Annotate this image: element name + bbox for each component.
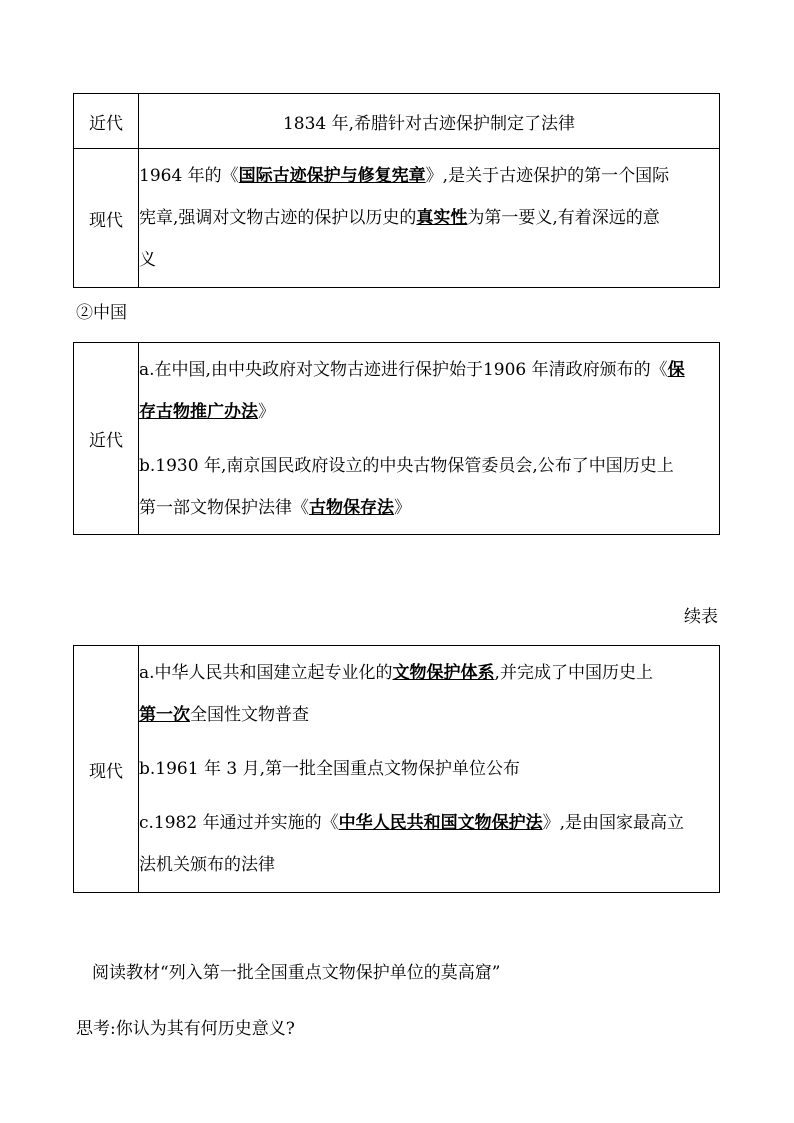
list-item — [139, 349, 719, 433]
text-segment: 全国性文物普查 — [190, 705, 309, 725]
period-label: 近代 — [74, 343, 139, 535]
keyword: 第一次 — [139, 705, 190, 725]
text-segment: 1964 年的《 — [139, 166, 239, 186]
text-segment: 》,是由国家最高立 — [542, 813, 684, 833]
table-china-modern-era — [73, 342, 720, 535]
table-row — [74, 646, 720, 893]
text-line — [139, 197, 719, 239]
keyword: 保 — [667, 359, 685, 380]
text-segment: 》 — [394, 497, 411, 518]
period-label: 现代 — [74, 149, 139, 288]
text-segment: 第一部文物保护法律《 — [139, 497, 309, 518]
text-segment: a.中华人民共和国建立起专业化的 — [139, 663, 393, 683]
table-row — [74, 94, 720, 149]
text-line — [139, 109, 719, 134]
keyword: 古物保存法 — [309, 497, 394, 518]
text-segment: ,并完成了中国历史上 — [494, 663, 653, 683]
row-content — [139, 94, 720, 149]
table-china-contemporary — [73, 645, 720, 893]
period-label: 近代 — [74, 94, 139, 149]
text-segment: c.1982 年通过并实施的《 — [139, 813, 339, 833]
keyword: 存古物推广办法 — [139, 401, 258, 422]
text-line — [139, 391, 719, 433]
text-segment: b.1930 年,南京国民政府设立的中央古物保管委员会,公布了中国历史上 — [139, 455, 674, 476]
text-line — [139, 844, 719, 886]
table-row — [74, 343, 720, 535]
text-line — [139, 487, 719, 529]
text-line — [139, 652, 719, 694]
text-segment: 》 — [258, 401, 275, 422]
reading-prompt: 阅读教材“列入第一批全国重点文物保护单位的莫高窟” — [92, 963, 501, 983]
table-row — [74, 149, 720, 288]
section-heading: ②中国 — [76, 303, 127, 323]
text-segment: b.1961 年 3 月,第一批全国重点文物保护单位公布 — [139, 759, 520, 779]
continued-label: 续表 — [684, 607, 718, 627]
row-content — [139, 343, 720, 535]
keyword: 国际古迹保护与修复宪章 — [238, 166, 426, 186]
text-line — [139, 239, 719, 281]
list-item — [139, 802, 719, 886]
keyword: 真实性 — [416, 208, 468, 228]
text-segment: 》,是关于古迹保护的第一个国际 — [425, 166, 670, 186]
text-line — [139, 694, 719, 736]
text-line — [139, 349, 719, 391]
row-content — [139, 149, 720, 288]
row-content — [139, 646, 720, 893]
text-line — [139, 748, 719, 790]
thinking-question: 思考:你认为其有何历史意义? — [76, 1019, 295, 1039]
text-segment: 为第一要义,有着深远的意 — [467, 208, 660, 228]
list-item — [139, 445, 719, 529]
text-segment: 法机关颁布的法律 — [139, 855, 275, 875]
text-segment: a.在中国,由中央政府对文物古迹进行保护始于1906 年清政府颁布的《 — [139, 359, 668, 380]
table-foreign — [73, 93, 720, 288]
text-segment: 1834 年,希腊针对古迹保护制定了法律 — [282, 113, 576, 134]
text-line — [139, 802, 719, 844]
keyword: 中华人民共和国文物保护法 — [338, 813, 543, 833]
text-segment: 宪章,强调对文物古迹的保护以历史的 — [139, 208, 417, 228]
text-line — [139, 155, 719, 197]
text-line — [139, 445, 719, 487]
keyword: 文物保护体系 — [392, 663, 495, 683]
list-item — [139, 748, 719, 790]
period-label: 现代 — [74, 646, 139, 893]
text-segment: 义 — [139, 250, 156, 270]
list-item — [139, 652, 719, 736]
